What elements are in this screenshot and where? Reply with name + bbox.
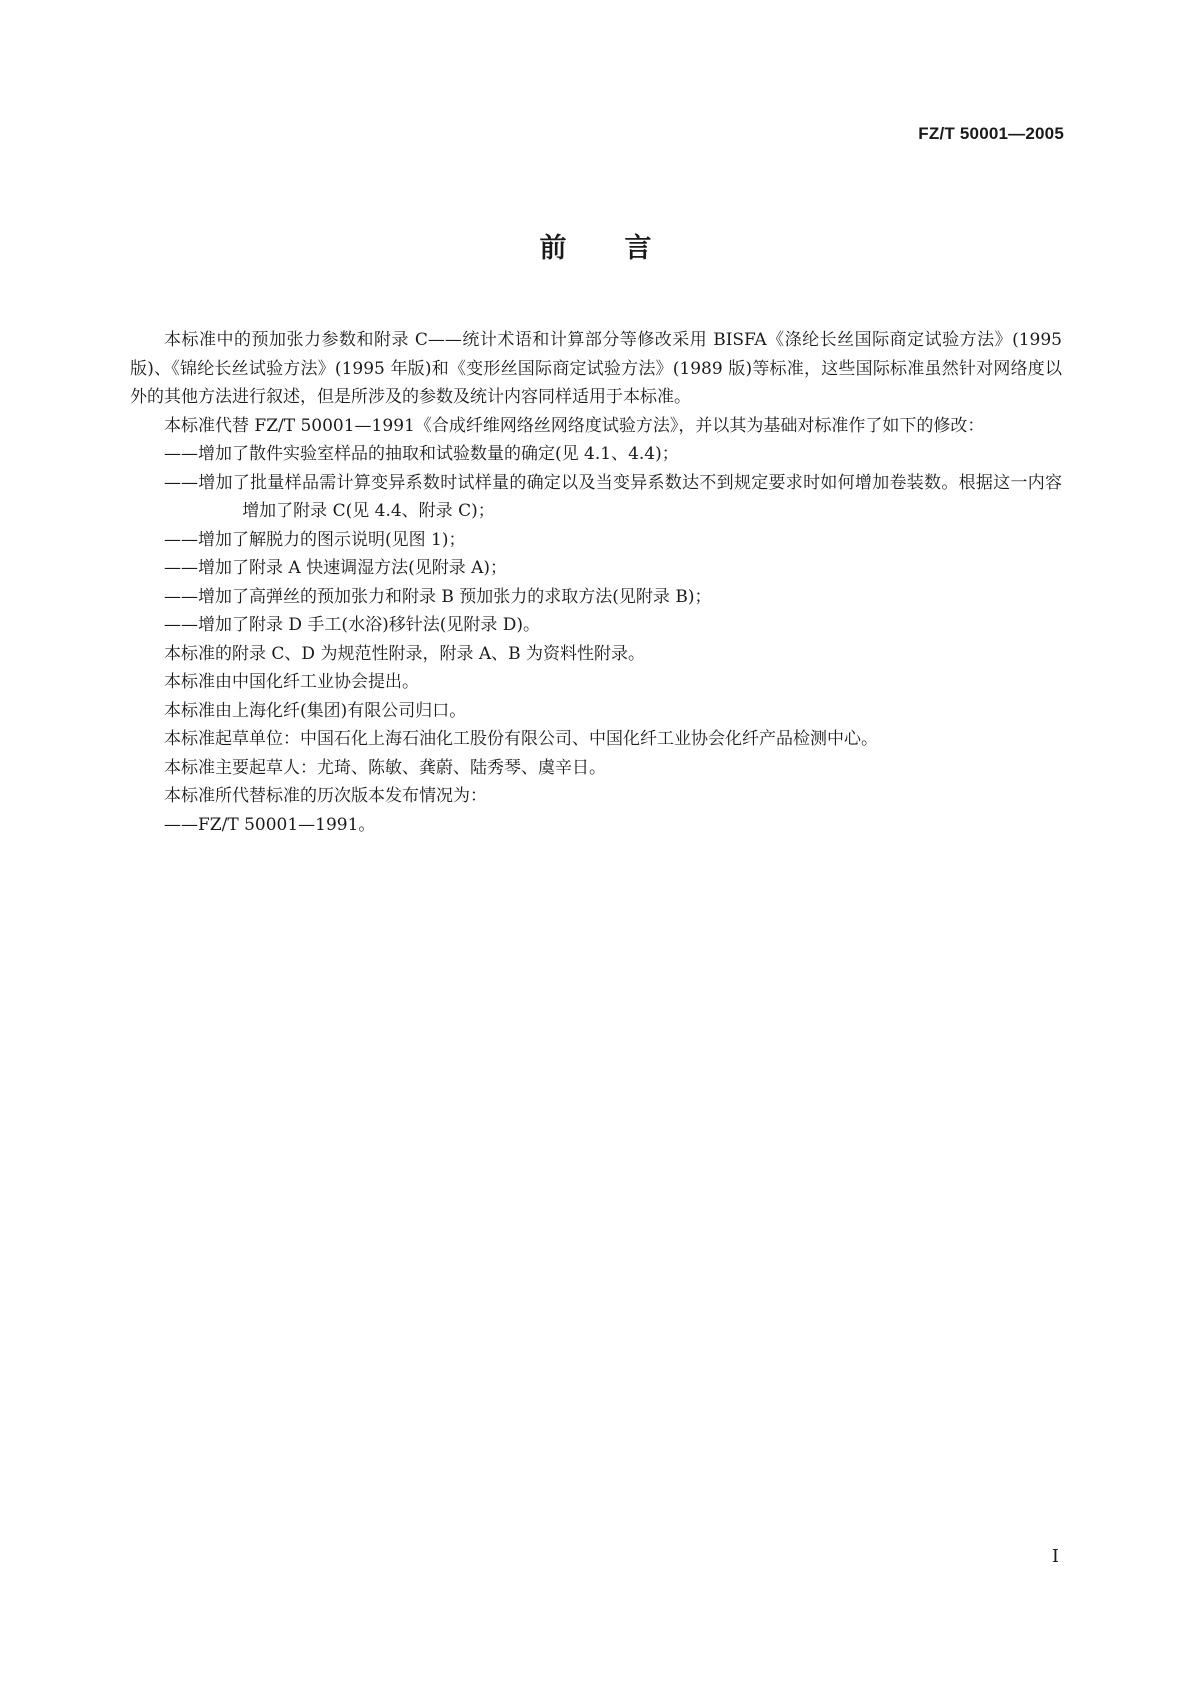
replacement-paragraph: 本标准代替 FZ/T 50001—1991《合成纤维网络丝网络度试验方法》，并以其为基础对标准作了如下的修改：	[164, 415, 985, 436]
change-item: ——增加了散件实验室样品的抽取和试验数量的确定(见 4.1、4.4)；	[164, 444, 679, 464]
change-item: ——增加了高弹丝的预加张力和附录 B 预加张力的求取方法(见附录 B)；	[164, 586, 712, 607]
drafters-statement: 本标准主要起草人：尤琦、陈敏、龚蔚、陆秀琴、虞辛日。	[164, 757, 606, 778]
document-body	[130, 326, 1062, 839]
history-intro: 本标准所代替标准的历次版本发布情况为：	[164, 786, 487, 806]
proposer-statement: 本标准由中国化纤工业协会提出。	[164, 672, 419, 692]
annex-statement: 本标准的附录 C、D 为规范性附录，附录 A、B 为资料性附录。	[164, 643, 646, 664]
title-char-2: 言	[624, 233, 652, 264]
drafting-units-statement: 本标准起草单位：中国石化上海石油化工股份有限公司、中国化纤工业协会化纤产品检测中心。	[164, 729, 878, 749]
history-item: ——FZ/T 50001—1991。	[164, 814, 376, 835]
intro-paragraph: 本标准中的预加张力参数和附录 C——统计术语和计算部分等修改采用 BISFA《涤纶长丝国际商定试验方法》(1995 版)、《锦纶长丝试验方法》(1995 年版)和《变形丝国际商定试验方法》(1989 版)等标准，这些国际标准虽然针对网络度以外的其他方法进行叙述，但是所涉及的参数及统计内容同样适用于本标准。	[130, 330, 1062, 407]
page-number: I	[1051, 1546, 1059, 1567]
change-item: ——增加了批量样品需计算变异系数时试样量的确定以及当变异系数达不到规定要求时如何增加卷装数。根据这一内容增加了附录 C(见 4.4、附录 C)；	[164, 472, 1062, 521]
page-title	[0, 232, 1191, 266]
administrator-statement: 本标准由上海化纤(集团)有限公司归口。	[164, 700, 467, 721]
change-item: ——增加了解脱力的图示说明(见图 1)；	[164, 529, 466, 550]
change-item: ——增加了附录 A 快速调湿方法(见附录 A)；	[164, 558, 508, 578]
change-item: ——增加了附录 D 手工(水浴)移针法(见附录 D)。	[164, 615, 540, 635]
title-char-1: 前	[539, 233, 567, 264]
standard-code: FZ/T 50001—2005	[918, 124, 1064, 143]
